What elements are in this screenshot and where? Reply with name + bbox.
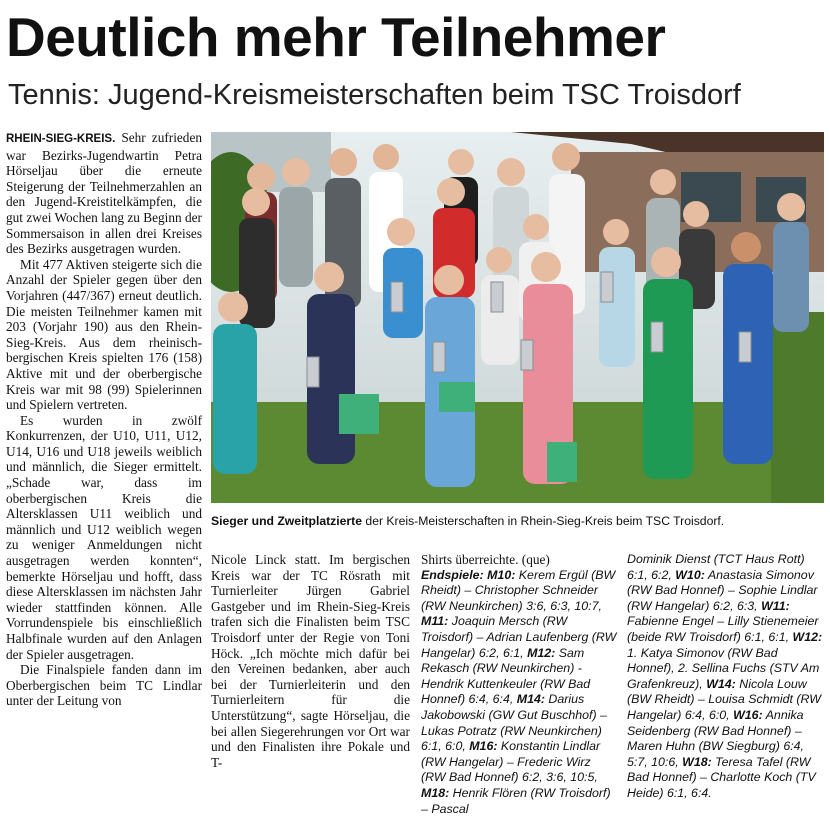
paragraph-2: Mit 477 Aktiven steigerte sich die Anzahl der Spieler gegen über den Vorjahren (447/367) erneut deutlich. Die meisten Teilnehmer kamen mit 203 (Vorjahr 190) aus den Rhein-Sieg-Kreis. Aus dem rheinisch-bergischen Kreis spielten 176 (158) Aktive mit und der oberbergische Kreis war mit 98 (99) Spielerinnen und Spielern vertreten. <box>6 256 202 413</box>
column-1 <box>6 130 202 709</box>
team-photo <box>211 132 824 503</box>
subheadline: Tennis: Jugend-Kreismeisterschaften beim TSC Troisdorf <box>8 79 741 111</box>
results-heading: Endspiele: <box>421 567 484 582</box>
results-part-2-text: Dominik Dienst (TCT Haus Rott) 6:1, 6:2, W10: Anastasia Simonov (RW Bad Honnef) – Sophie Lindlar (RW Hangelar) 6:2, 6:3, W11: Fabienne Engel – Lilly Stienemeier (beide RW Troisdorf) 6:1, 6:1, W12: 1. Katya Simonov (RW Bad Honnef), 2. Sellina Fuchs (STV Am Grafenkreuz), W14: Nicola Louw (BW Rheidt) – Louisa Schmidt (RW Hangelar) 6:4, 6:0, W16: Annika Seidenberg (RW Bad Honnef) – Maren Huhn (BW Siegburg) 6:4, 5:7, 10:6, W18: Teresa Tafel (RW Bad Honnef) – Charlotte Koch (TV Heide) 6:1, 6:4. <box>627 552 823 800</box>
caption-bold: Sieger und Zweitplatzierte <box>211 514 363 528</box>
results-part-1 <box>421 568 617 817</box>
dateline: RHEIN-SIEG-KREIS. <box>6 133 116 145</box>
caption-text: der Kreis-Meisterschaften in Rhein-Sieg-Kreis beim TSC Troisdorf. <box>362 514 725 528</box>
column-2 <box>211 552 410 770</box>
photo-caption <box>211 513 826 529</box>
team-photo-image <box>211 132 824 503</box>
paragraph-6: Shirts überreichte. (que) <box>421 552 550 567</box>
paragraph-1 <box>6 130 202 257</box>
results-part-2 <box>627 552 823 802</box>
paragraph-5: Nicole Linck statt. Im bergischen Kreis war der TC Rösrath mit Turnierleiter Jürgen Gabriel Gastgeber und im Rhein-Sieg-Kreis trafen sich die Finalisten beim TSC Troisdorf unter der Regie von Toni Höck. „Ich möchte mich dafür bei den Vereinen bedanken, aber auch bei der Turnierleiterin und den Turnierleitern für die Unterstützung“, sagte Hörseljau, die bei allen Siegerehrungen vor Ort war und den Finalisten ihre Pokale und T- <box>211 552 410 770</box>
paragraph-3: Es wurden in zwölf Konkurrenzen, der U10, U11, U12, U14, U16 und U18 jeweils weiblich und männlich, die Sieger ermittelt. „Schade war, dass im oberbergischen Kreis die Altersklassen U11 weiblich und männlich und U12 weiblich wegen zu weniger Anmeldungen nicht ausgetragen werden konnten“, bemerkte Hörselјau und hofft, dass diese Altersklassen im nächsten Jahr wieder stattfinden können. Alle Vorrundenspiele bis einschließlich Halbfinale wurden auf den Anlagen der Spieler ausgetragen. <box>6 412 202 662</box>
results-part-1-text: M10: Kerem Ergül (BW Rheidt) – Christopher Schneider (RW Neunkirchen) 3:6, 6:3, 10:7, M11: Joaquin Mersch (RW Troisdorf) – Adrian Laufenberg (RW Hangelar) 6:2, 6:1, M12: Sam Rekasch (RW Neunkirchen) - Hendrik Kuttenkeuler (RW Bad Honnef) 6:4, 6:4, M14: Darius Jakobowski (GW Gut Buschhof) – Lukas Potratz (RW Neunkirchen) 6:1, 6:0, M16: Konstantin Lindlar (RW Hangelar) – Frederic Wirz (RW Bad Honnef) 6:2, 3:6, 10:5, M18: Henrik Flören (RW Troisdorf) – Pascal <box>421 567 617 816</box>
headline: Deutlich mehr Teilnehmer <box>6 6 666 68</box>
column-4 <box>627 552 823 802</box>
column-3 <box>421 552 617 817</box>
paragraph-1-text: Sehr zufrieden war Bezirks-Jugendwartin Petra Hörselјau über die erneute Steigerung der Teilnehmerzahlen an den Jugend-Kreistitelkämpfen, die gut zwei Wochen lang zu Beginn der Sommersaison in allen drei Kreises des Bezirks ausgetragen wurden. <box>6 130 202 257</box>
paragraph-4: Die Finalspiele fanden dann im Oberbergischen beim TC Lindlar unter der Leitung von <box>6 662 202 709</box>
